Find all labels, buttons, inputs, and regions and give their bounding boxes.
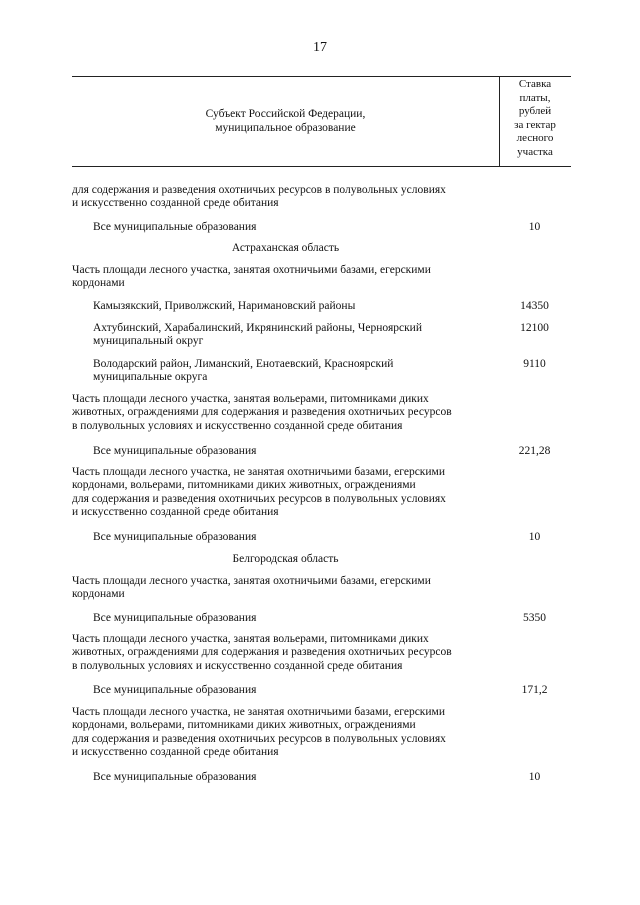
row-text: Все муниципальные образования bbox=[93, 771, 257, 783]
row-text: Часть площади лесного участка, не занятая охотничьими базами, егерскими кордонами, вольерами, питомниками диких животных, ограждениями для содержания и разведения охотничьих ресурсов в полувольных условиях и искусственно созданной среде обитания bbox=[72, 466, 446, 519]
row-value: 12100 bbox=[520, 322, 549, 334]
page-number: 17 bbox=[313, 40, 327, 55]
row-value: 5350 bbox=[523, 612, 546, 624]
header-subject: Субъект Российской Федерации, муниципальное образование bbox=[205, 108, 366, 134]
rates-table bbox=[72, 76, 571, 783]
row-text: Часть площади лесного участка, занятая вольерами, питомниками диких животных, ограждениями для содержания и разведения охотничьих ресурсов в полувольных условиях и искусственно созданной среде обитания bbox=[72, 393, 452, 432]
row-text: Часть площади лесного участка, занятая вольерами, питомниками диких животных, ограждениями для содержания и разведения охотничьих ресурсов в полувольных условиях и искусственно созданной среде обитания bbox=[72, 633, 452, 672]
row-text: Все муниципальные образования bbox=[93, 221, 257, 233]
row-text: Часть площади лесного участка, занятая охотничьими базами, егерскими кордонами bbox=[72, 264, 431, 290]
row-text: Володарский район, Лиманский, Енотаевский, Красноярский муниципальные округа bbox=[93, 358, 394, 384]
row-text: Часть площади лесного участка, занятая охотничьими базами, егерскими кордонами bbox=[72, 575, 431, 601]
row-value: 10 bbox=[528, 531, 541, 543]
table-header bbox=[72, 76, 571, 167]
row-text: Ахтубинский, Харабалинский, Икрянинский районы, Черноярский муниципальный округ bbox=[93, 322, 422, 348]
row-text: Часть площади лесного участка, не занятая охотничьими базами, егерскими кордонами, вольерами, питомниками диких животных, ограждениями для содержания и разведения охотничьих ресурсов в полувольных условиях и искусственно созданной среде обитания bbox=[72, 706, 446, 759]
region-heading: Астраханская область bbox=[231, 242, 340, 254]
row-value: 10 bbox=[528, 771, 541, 783]
row-text: Все муниципальные образования bbox=[93, 445, 257, 457]
row-text: Все муниципальные образования bbox=[93, 612, 257, 624]
row-text: Камызякский, Приволжский, Наримановский районы bbox=[93, 300, 356, 312]
region-heading: Белгородская область bbox=[232, 553, 339, 565]
row-value: 171,2 bbox=[521, 684, 548, 696]
row-value: 10 bbox=[528, 221, 541, 233]
row-text: Все муниципальные образования bbox=[93, 531, 257, 543]
header-rate: Ставка платы, рублей за гектар лесного участка bbox=[499, 77, 570, 166]
row-text: Все муниципальные образования bbox=[93, 684, 257, 696]
row-text: для содержания и разведения охотничьих ресурсов в полувольных условиях и искусственно созданной среде обитания bbox=[72, 184, 446, 210]
row-value: 221,28 bbox=[518, 445, 551, 457]
row-value: 9110 bbox=[523, 358, 546, 370]
row-value: 14350 bbox=[520, 300, 549, 312]
